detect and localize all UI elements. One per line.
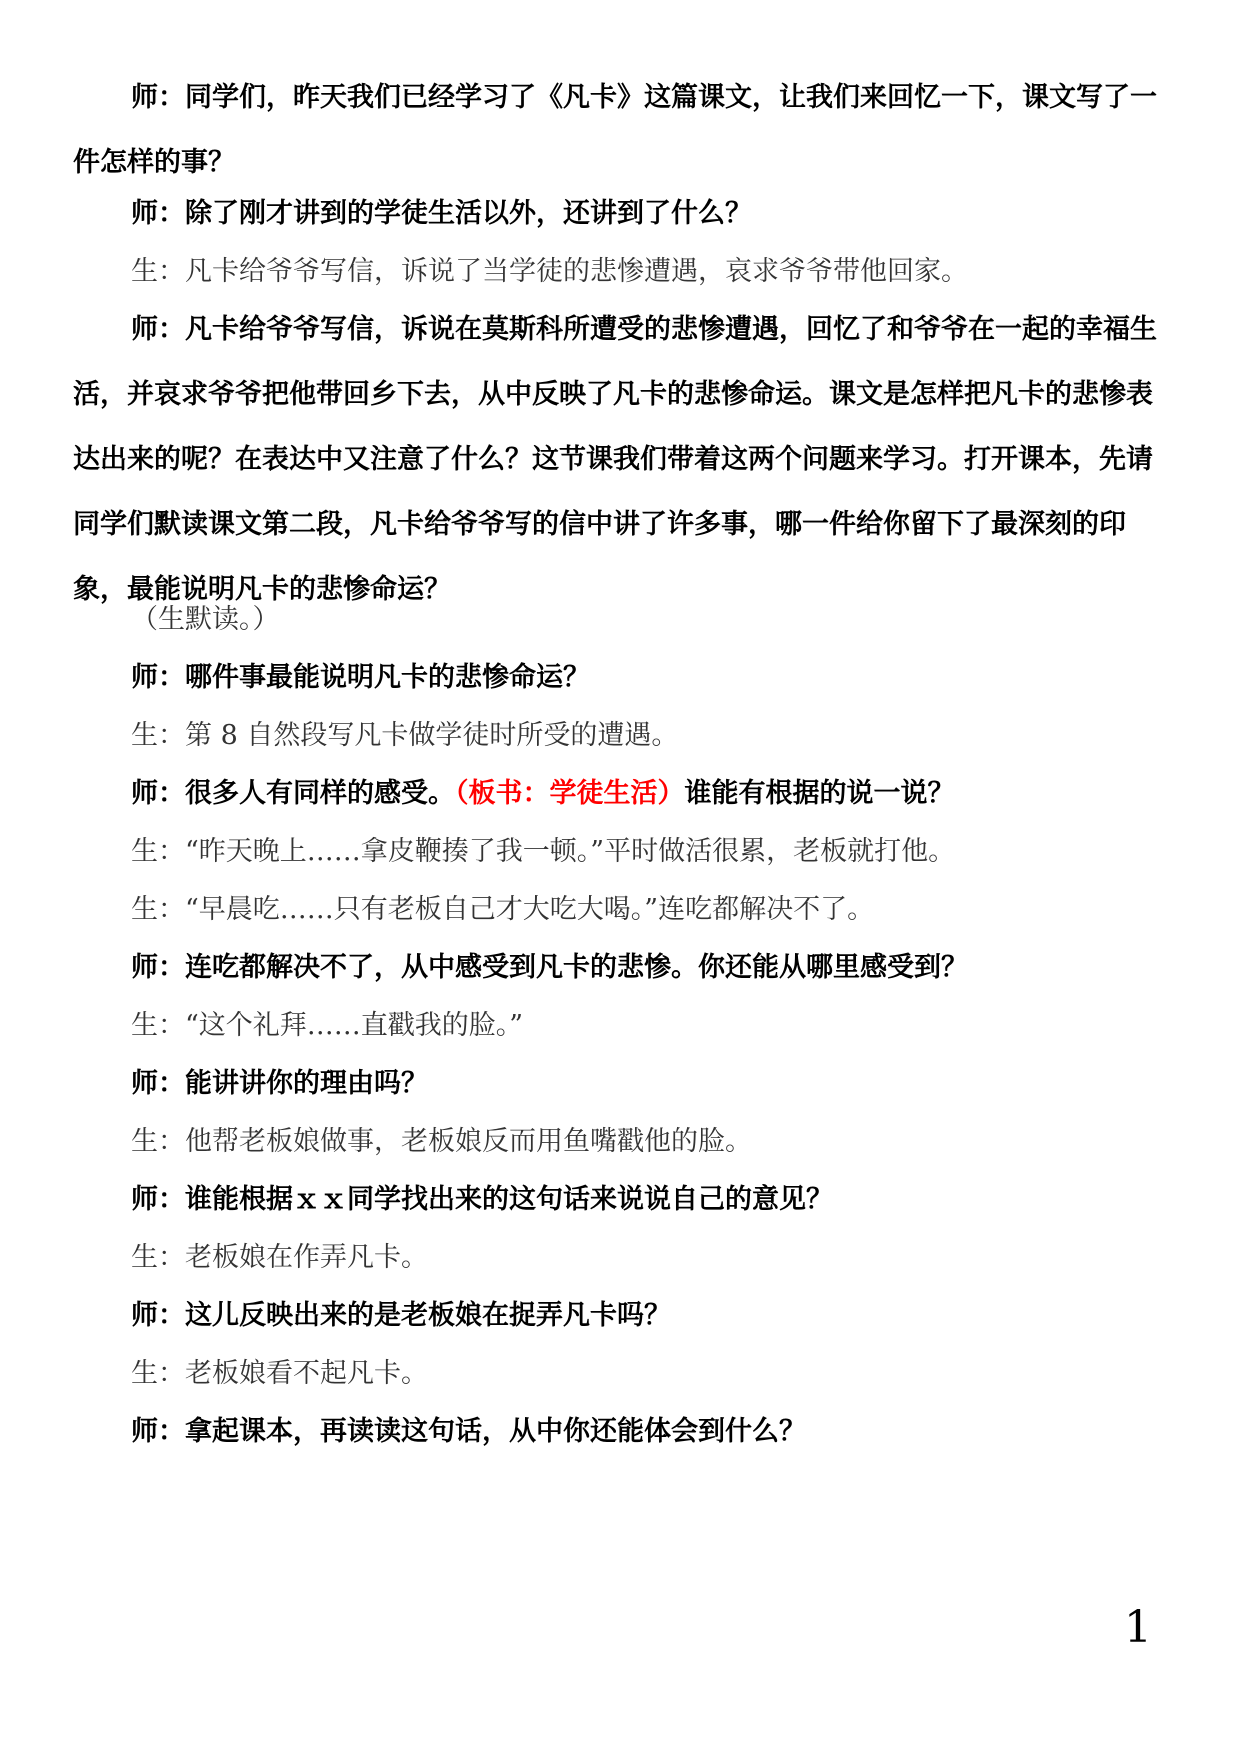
student-line: 生：“昨天晚上……拿皮鞭揍了我一顿。”平时做活很累，老板就打他。 — [131, 836, 956, 867]
student-line: 生：老板娘在作弄凡卡。 — [131, 1242, 428, 1273]
student-line: 生：“早晨吃……只有老板自己才大吃大喝。”连吃都解决不了。 — [131, 894, 875, 925]
student-line: 生：第 8 自然段写凡卡做学徒时所受的遭遇。 — [131, 720, 679, 751]
page-number: 1 — [1124, 1602, 1152, 1653]
teacher-line: 师：谁能根据ｘｘ同学找出来的这句话来说说自己的意见？ — [131, 1184, 833, 1215]
teacher-line-text: 师：很多人有同样的感受。 — [131, 778, 455, 809]
teacher-line: 师：连吃都解决不了，从中感受到凡卡的悲惨。你还能从哪里感受到？ — [131, 952, 968, 983]
stage-direction: （生默读。） — [131, 604, 280, 635]
board-note: （板书：学徒生活） — [455, 778, 685, 809]
student-line: 生：凡卡给爷爷写信，诉说了当学徒的悲惨遭遇，哀求爷爷带他回家。 — [131, 256, 968, 287]
student-line: 生：他帮老板娘做事，老板娘反而用鱼嘴戳他的脸。 — [131, 1126, 752, 1157]
teacher-line: 师：拿起课本，再读读这句话，从中你还能体会到什么？ — [131, 1416, 806, 1447]
teacher-line: 师：除了刚才讲到的学徒生活以外，还讲到了什么？ — [131, 198, 752, 229]
teacher-line: 师：哪件事最能说明凡卡的悲惨命运？ — [131, 662, 590, 693]
student-line: 生：老板娘看不起凡卡。 — [131, 1358, 428, 1389]
teacher-line: 师：凡卡给爷爷写信，诉说在莫斯科所遭受的悲惨遭遇，回忆了和爷爷在一起的幸福生活，并哀求爷爷把他带回乡下去，从中反映了凡卡的悲惨命运。课文是怎样把凡卡的悲惨表达出来的呢？在表达中又注意了什么？这节课我们带着这两个问题来学习。打开课本，先请同学们默读课文第二段，凡卡给爷爷写的信中讲了许多事，哪一件给你留下了最深刻的印象，最能说明凡卡的悲惨命运？ — [73, 314, 1157, 605]
teacher-line: 师：这儿反映出来的是老板娘在捉弄凡卡吗？ — [131, 1300, 671, 1331]
teacher-line: 师：能讲讲你的理由吗？ — [131, 1068, 428, 1099]
teacher-line: 师：同学们，昨天我们已经学习了《凡卡》这篇课文，让我们来回忆一下，课文写了一件怎样的事？ — [73, 82, 1157, 178]
student-line: 生：“这个礼拜……直戳我的脸。” — [131, 1010, 524, 1041]
teacher-line — [73, 761, 1175, 826]
teacher-line-text: 谁能有根据的说一说？ — [684, 778, 955, 809]
